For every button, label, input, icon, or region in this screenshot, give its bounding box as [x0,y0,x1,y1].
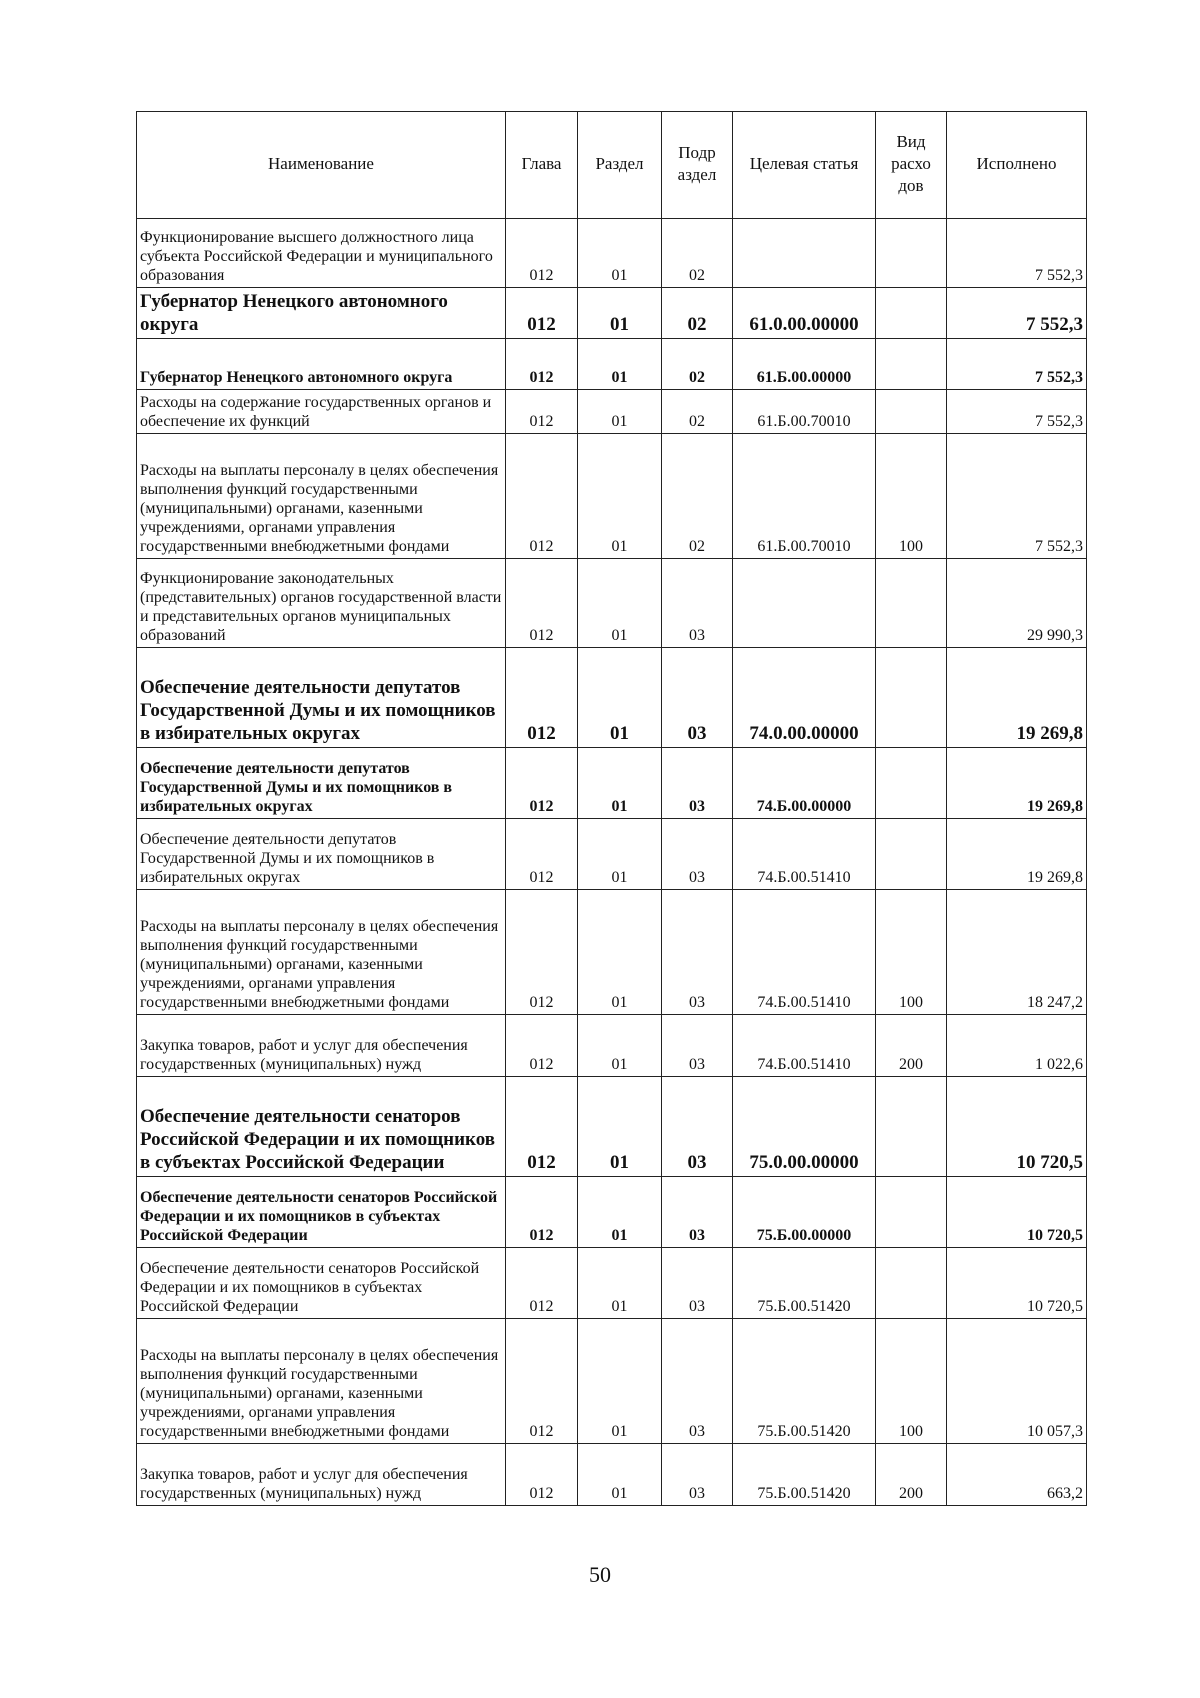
cell-celevaya: 61.Б.00.70010 [733,390,876,434]
cell-celevaya: 75.Б.00.51420 [733,1248,876,1319]
cell-glava: 012 [506,1444,578,1506]
cell-podrazdel: 02 [662,390,733,434]
header-glava: Глава [506,112,578,219]
cell-vid: 200 [876,1444,947,1506]
cell-razdel: 01 [578,559,662,648]
cell-podrazdel: 02 [662,219,733,288]
budget-table [136,111,1087,1506]
cell-celevaya: 61.Б.00.70010 [733,434,876,559]
cell-razdel: 01 [578,890,662,1015]
cell-celevaya: 61.Б.00.00000 [733,339,876,390]
cell-name: Расходы на содержание государственных органов и обеспечение их функций [137,390,506,434]
cell-celevaya: 74.Б.00.51410 [733,890,876,1015]
cell-ispolneno: 19 269,8 [947,819,1087,890]
table-row [137,1319,1087,1444]
cell-ispolneno: 10 720,5 [947,1177,1087,1248]
cell-ispolneno: 29 990,3 [947,559,1087,648]
cell-celevaya: 74.0.00.00000 [733,648,876,748]
cell-name: Расходы на выплаты персоналу в целях обеспечения выполнения функций государственными (муниципальными) органами, казенными учреждениями, органами управления государственными внебюджетными фондами [137,890,506,1015]
cell-razdel: 01 [578,390,662,434]
cell-ispolneno: 7 552,3 [947,219,1087,288]
cell-name: Закупка товаров, работ и услуг для обеспечения государственных (муниципальных) нужд [137,1444,506,1506]
cell-celevaya [733,559,876,648]
cell-glava: 012 [506,559,578,648]
header-celevaya: Целевая статья [733,112,876,219]
header-name: Наименование [137,112,506,219]
cell-celevaya: 75.Б.00.51420 [733,1444,876,1506]
cell-glava: 012 [506,1319,578,1444]
header-vid: Вид расхо дов [876,112,947,219]
table-row [137,288,1087,339]
cell-name: Губернатор Ненецкого автономного округа [137,288,506,339]
cell-celevaya: 74.Б.00.51410 [733,819,876,890]
cell-ispolneno: 7 552,3 [947,434,1087,559]
cell-name: Расходы на выплаты персоналу в целях обеспечения выполнения функций государственными (муниципальными) органами, казенными учреждениями, органами управления государственными внебюджетными фондами [137,434,506,559]
cell-glava: 012 [506,819,578,890]
cell-vid [876,1177,947,1248]
table-row [137,748,1087,819]
cell-vid [876,288,947,339]
table-row [137,1248,1087,1319]
cell-ispolneno: 19 269,8 [947,748,1087,819]
cell-name: Закупка товаров, работ и услуг для обеспечения государственных (муниципальных) нужд [137,1015,506,1077]
cell-name: Губернатор Ненецкого автономного округа [137,339,506,390]
table-row [137,1077,1087,1177]
cell-ispolneno: 18 247,2 [947,890,1087,1015]
cell-podrazdel: 03 [662,559,733,648]
cell-podrazdel: 03 [662,648,733,748]
cell-name: Обеспечение деятельности депутатов Государственной Думы и их помощников в избирательных округах [137,819,506,890]
cell-glava: 012 [506,1015,578,1077]
cell-name: Обеспечение деятельности депутатов Государственной Думы и их помощников в избирательных округах [137,748,506,819]
table-row [137,390,1087,434]
header-podrazdel: Подр аздел [662,112,733,219]
cell-razdel: 01 [578,219,662,288]
cell-podrazdel: 03 [662,890,733,1015]
cell-celevaya: 74.Б.00.51410 [733,1015,876,1077]
cell-glava: 012 [506,1077,578,1177]
cell-name: Обеспечение деятельности сенаторов Российской Федерации и их помощников в субъектах Российской Федерации [137,1248,506,1319]
cell-name: Функционирование законодательных (представительных) органов государственной власти и представительных органов муниципальных образований [137,559,506,648]
cell-podrazdel: 03 [662,1444,733,1506]
cell-vid: 100 [876,890,947,1015]
cell-celevaya: 61.0.00.00000 [733,288,876,339]
cell-razdel: 01 [578,1248,662,1319]
cell-razdel: 01 [578,1444,662,1506]
cell-razdel: 01 [578,648,662,748]
cell-ispolneno: 7 552,3 [947,339,1087,390]
cell-ispolneno: 1 022,6 [947,1015,1087,1077]
cell-glava: 012 [506,339,578,390]
cell-podrazdel: 03 [662,1077,733,1177]
cell-razdel: 01 [578,288,662,339]
cell-name: Функционирование высшего должностного лица субъекта Российской Федерации и муниципального образования [137,219,506,288]
cell-podrazdel: 03 [662,1177,733,1248]
cell-glava: 012 [506,1177,578,1248]
cell-vid [876,219,947,288]
table-row [137,1015,1087,1077]
cell-razdel: 01 [578,1177,662,1248]
table-row [137,819,1087,890]
cell-celevaya: 75.0.00.00000 [733,1077,876,1177]
cell-celevaya: 75.Б.00.51420 [733,1319,876,1444]
cell-vid: 100 [876,434,947,559]
page-number: 50 [589,1562,611,1587]
table-header-row [137,112,1087,219]
cell-vid: 100 [876,1319,947,1444]
cell-ispolneno: 10 057,3 [947,1319,1087,1444]
cell-vid [876,1248,947,1319]
cell-razdel: 01 [578,819,662,890]
cell-razdel: 01 [578,1077,662,1177]
cell-ispolneno: 10 720,5 [947,1248,1087,1319]
cell-podrazdel: 03 [662,819,733,890]
cell-podrazdel: 03 [662,1248,733,1319]
cell-podrazdel: 03 [662,748,733,819]
table-row [137,219,1087,288]
cell-vid [876,559,947,648]
table-row [137,1444,1087,1506]
cell-celevaya: 74.Б.00.00000 [733,748,876,819]
header-razdel: Раздел [578,112,662,219]
cell-vid [876,748,947,819]
cell-ispolneno: 7 552,3 [947,288,1087,339]
cell-vid [876,819,947,890]
table-row [137,559,1087,648]
cell-podrazdel: 02 [662,288,733,339]
cell-celevaya [733,219,876,288]
cell-glava: 012 [506,219,578,288]
cell-name: Обеспечение деятельности сенаторов Российской Федерации и их помощников в субъектах Российской Федерации [137,1077,506,1177]
cell-podrazdel: 03 [662,1319,733,1444]
header-ispolneno: Исполнено [947,112,1087,219]
table-row [137,890,1087,1015]
cell-podrazdel: 02 [662,339,733,390]
cell-vid [876,339,947,390]
cell-name: Расходы на выплаты персоналу в целях обеспечения выполнения функций государственными (муниципальными) органами, казенными учреждениями, органами управления государственными внебюджетными фондами [137,1319,506,1444]
cell-ispolneno: 10 720,5 [947,1077,1087,1177]
cell-razdel: 01 [578,748,662,819]
cell-razdel: 01 [578,434,662,559]
cell-glava: 012 [506,748,578,819]
cell-glava: 012 [506,890,578,1015]
cell-glava: 012 [506,288,578,339]
cell-vid [876,1077,947,1177]
table-row [137,648,1087,748]
table-row [137,1177,1087,1248]
cell-ispolneno: 19 269,8 [947,648,1087,748]
cell-glava: 012 [506,648,578,748]
cell-razdel: 01 [578,1319,662,1444]
cell-ispolneno: 7 552,3 [947,390,1087,434]
cell-name: Обеспечение деятельности депутатов Государственной Думы и их помощников в избирательных округах [137,648,506,748]
cell-glava: 012 [506,1248,578,1319]
table-row [137,434,1087,559]
cell-podrazdel: 03 [662,1015,733,1077]
cell-razdel: 01 [578,339,662,390]
cell-name: Обеспечение деятельности сенаторов Российской Федерации и их помощников в субъектах Российской Федерации [137,1177,506,1248]
cell-vid: 200 [876,1015,947,1077]
cell-glava: 012 [506,434,578,559]
cell-celevaya: 75.Б.00.00000 [733,1177,876,1248]
table-row [137,339,1087,390]
cell-vid [876,390,947,434]
cell-glava: 012 [506,390,578,434]
cell-vid [876,648,947,748]
cell-ispolneno: 663,2 [947,1444,1087,1506]
cell-podrazdel: 02 [662,434,733,559]
cell-razdel: 01 [578,1015,662,1077]
